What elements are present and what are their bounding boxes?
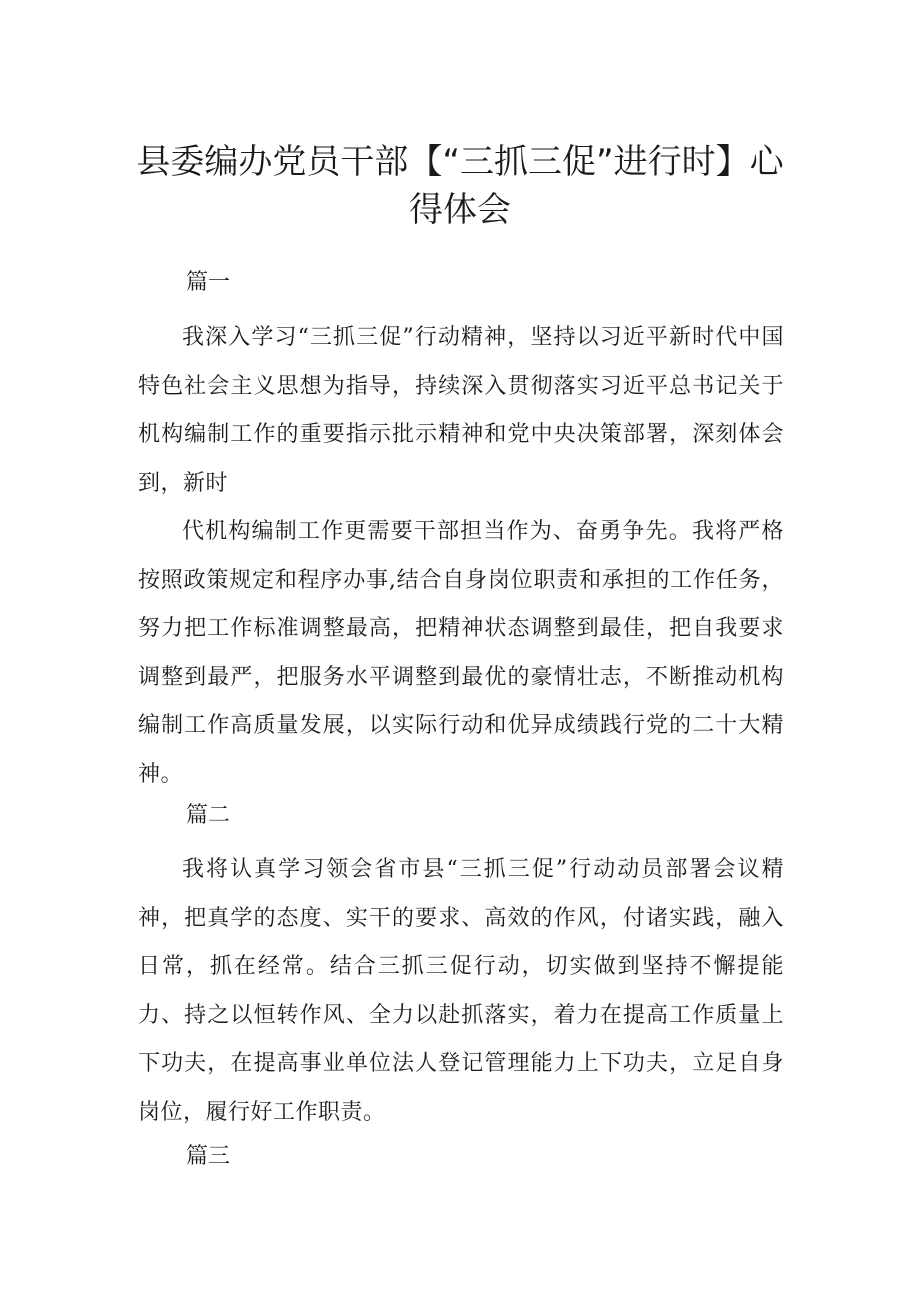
document-title: 县委编办党员干部【“三抓三促”进行时】心得体会 (136, 142, 784, 230)
section-2-paragraph-1: 我将认真学习领会省市县“三抓三促”行动动员部署会议精神，把真学的态度、实干的要求、高效的作风，付诸实践，融入日常，抓在经常。结合三抓三促行动，切实做到坚持不懈提能力、持之以恒转作风、全力以赴抓落实，着力在提高工作质量上下功夫，在提高事业单位法人登记管理能力上下功夫，立足自身岗位，履行好工作职责。 (138, 857, 784, 1125)
section-1-paragraph-2: 代机构编制工作更需要干部担当作为、奋勇争先。我将严格按照政策规定和程序办事,结合自身岗位职责和承担的工作任务，努力把工作标准调整最高，把精神状态调整到最佳，把自我要求调整到最严，把服务水平调整到最优的豪情壮志，不断推动机构编制工作高质量发展，以实际行动和优异成绩践行党的二十大精神。 (138, 519, 784, 787)
section-1-paragraph-1: 我深入学习“三抓三促”行动精神，坚持以习近平新时代中国特色社会主义思想为指导，持续深入贯彻落实习近平总书记关于机构编制工作的重要指示批示精神和党中央决策部署，深刻体会到，新时 (138, 325, 784, 496)
section-label-2: 篇二 (186, 803, 231, 828)
section-label-1: 篇一 (186, 270, 231, 295)
section-label-3: 篇三 (186, 1144, 231, 1169)
